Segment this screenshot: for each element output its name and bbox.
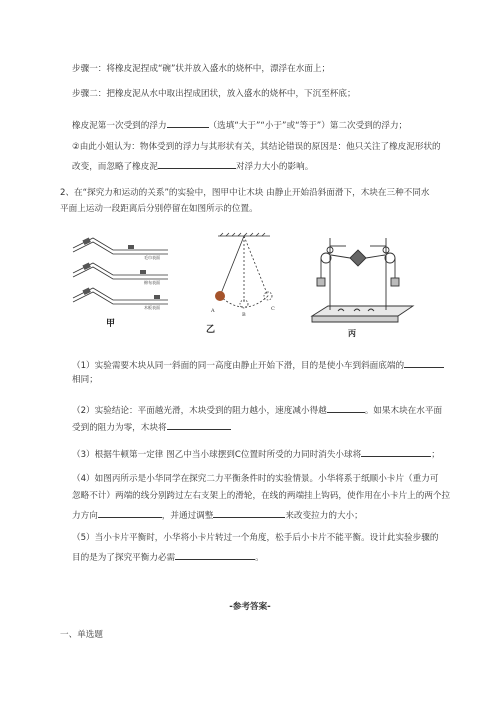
figure-bing-apparatus xyxy=(312,238,413,322)
buoyancy-question-prefix: 橡皮泥第一次受到的浮力 xyxy=(72,121,167,131)
answer-blank[interactable] xyxy=(175,549,255,560)
conclusion-line-2-suffix: 对浮力大小的影响。 xyxy=(235,162,314,172)
section-heading-single-choice: 一、单选题 xyxy=(60,630,103,640)
sub-question-2-suffix: 。如果木块在水平面 xyxy=(364,406,443,416)
sub-question-4-line-3 xyxy=(72,507,363,522)
label-bing: 丙 xyxy=(348,329,356,338)
surface-label-towel: 毛巾表面 xyxy=(144,255,160,260)
figure-jia-ramps xyxy=(73,237,168,304)
conclusion-line-1: ②由此小姐认为：物体受到的浮力与其形状有关，其结论错误的原因是：他只关注了橡皮泥形状的 xyxy=(72,142,441,152)
pendulum-point-a: A xyxy=(211,308,215,314)
conclusion-line-2 xyxy=(72,158,313,173)
surface-label-board: 木板表面 xyxy=(144,305,160,310)
sub-question-5-line-2 xyxy=(72,549,264,564)
sub-question-3-prefix: （3）根据牛顿第一定律 图乙中当小球摆到C位置时所受的力同时消失小球将 xyxy=(72,450,362,460)
answer-blank[interactable] xyxy=(327,402,365,413)
label-jia: 甲 xyxy=(106,319,116,329)
figure-yi-pendulum xyxy=(218,233,272,308)
sub-question-1-line-1 xyxy=(72,357,444,372)
answer-blank[interactable] xyxy=(361,446,431,457)
sub-question-2-line-2 xyxy=(72,419,231,434)
conclusion-line-2-prefix: 改变，而忽略了橡皮泥 xyxy=(72,162,158,172)
sub-question-5-prefix: 目的是为了探究平衡力必需 xyxy=(72,553,176,563)
buoyancy-question xyxy=(72,117,407,132)
answer-blank[interactable] xyxy=(167,117,209,128)
answer-blank[interactable] xyxy=(167,419,231,430)
sub-question-4-prefix: 力方向 xyxy=(72,511,98,521)
sub-question-5-line-1: （5）当小卡片平衡时，小华将小卡片转过一个角度，松手后小卡片不能平衡。设计此实验步骤的 xyxy=(72,533,439,543)
sub-question-2-line-1 xyxy=(72,402,442,417)
sub-question-1-line-2: 相同； xyxy=(72,375,98,385)
label-yi: 乙 xyxy=(206,325,216,335)
buoyancy-question-middle: （选填“大于”“小于”或“等于”）第二次受到的浮力； xyxy=(208,121,408,131)
question-2-line-1: 2、在“探究力和运动的关系”的实验中，图甲中让木块 由静止开始沿斜面滑下，木块在三种不同水 xyxy=(60,188,430,198)
sub-question-4-line-1: （4）如图丙所示是小华同学在探究二力平衡条件时的实验情景。小华将系于纸顺小卡片（重力可 xyxy=(72,474,439,484)
step1-text: 步骤一：将橡皮泥捏成“碗”状并放入盛水的烧杯中，漂浮在水面上； xyxy=(72,64,331,74)
sub-question-2-line-2-text: 受到的阻力为零，木块将 xyxy=(72,423,167,433)
answer-blank[interactable] xyxy=(404,357,444,368)
sub-question-3 xyxy=(72,446,440,461)
answer-blank[interactable] xyxy=(213,507,285,518)
question-2-line-2: 平面上运动一段距离后分别停留在如图所示的位置。 xyxy=(60,204,258,214)
surface-label-cotton: 棉布表面 xyxy=(144,280,160,285)
sub-question-2-prefix: （2）实验结论：平面越光滑，木块受到的阻力越小，速度减小得越 xyxy=(72,406,327,416)
sub-question-4-line-2: 忽略不计）两端的线分别跨过左右支架上的滑轮，在线的两端挂上钩码，使作用在小卡片上的两个拉 xyxy=(72,491,451,501)
sub-question-4-suffix: 来改变拉力的大小； xyxy=(285,511,363,521)
step2-text: 步骤二：把橡皮泥从水中取出捏成团状，放入盛水的烧杯中，下沉至杯底； xyxy=(72,89,356,99)
sub-question-4-middle: ，并通过调整 xyxy=(161,511,214,521)
pendulum-ball xyxy=(215,291,225,301)
pendulum-point-b: B xyxy=(242,312,246,318)
answer-key-title: -参考答案- xyxy=(229,602,271,612)
answer-blank[interactable] xyxy=(158,158,236,169)
answer-blank[interactable] xyxy=(98,507,162,518)
experiment-figure xyxy=(68,228,433,350)
sub-question-3-suffix: ； xyxy=(431,450,440,460)
sub-question-1-text: （1）实验需要木块从同一斜面的同一高度由静止开始下滑，目的是使小车到斜面底端的 xyxy=(72,361,405,371)
sub-question-5-suffix: 。 xyxy=(255,553,264,563)
pendulum-point-c: C xyxy=(271,306,275,312)
